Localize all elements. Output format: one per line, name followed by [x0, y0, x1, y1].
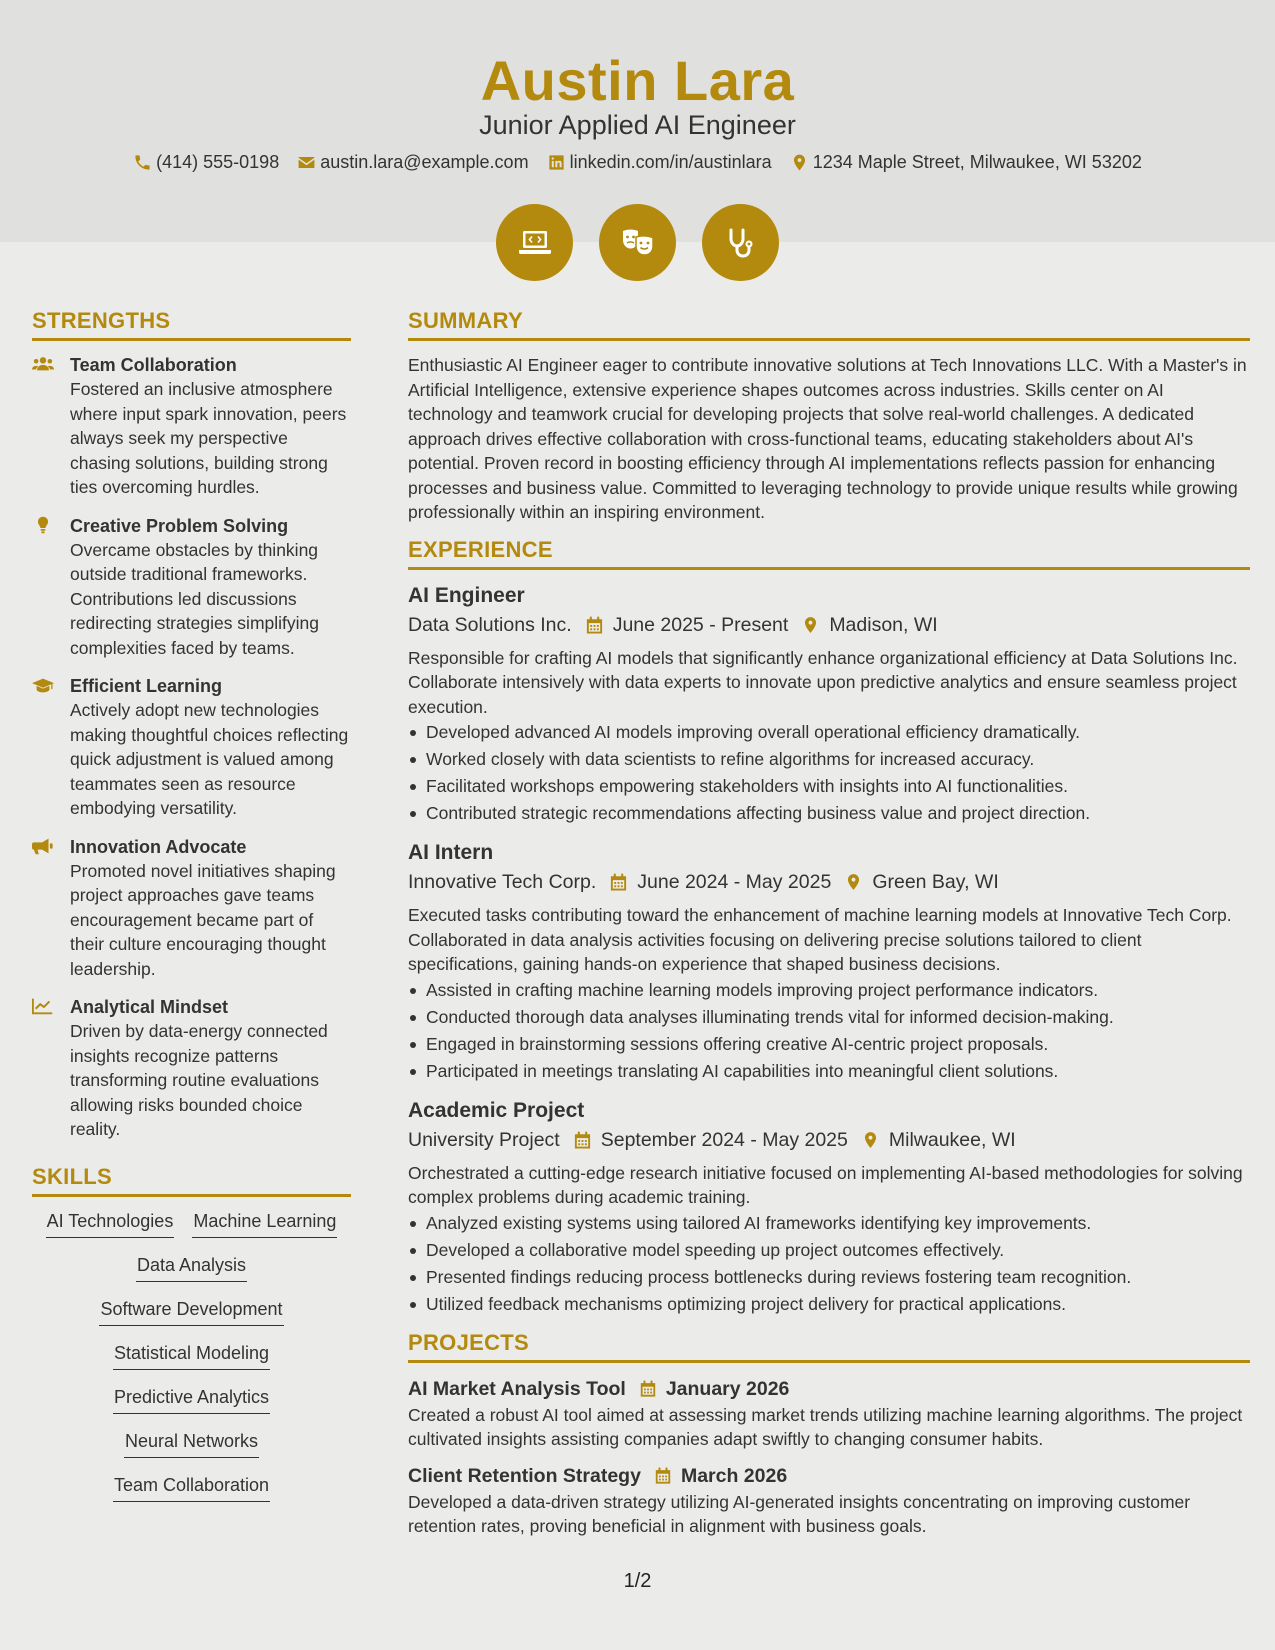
right-column: [408, 308, 1250, 1549]
map-marker-icon: [801, 615, 820, 635]
strength-title: Team Collaboration: [70, 355, 237, 375]
calendar-icon: [639, 1379, 657, 1398]
strength-desc: Fostered an inclusive atmosphere where input spark innovation, peers always seek my perspective chasing solutions, building strong ties overcoming hurdles.: [70, 379, 347, 497]
skill-tag: Machine Learning: [192, 1209, 337, 1238]
graduation-cap-icon: [32, 676, 54, 694]
job-meta: [408, 867, 1250, 897]
bullet-item: Developed advanced AI models improving overall operational efficiency dramatically.: [408, 719, 1250, 746]
project-entry: [408, 1375, 1250, 1452]
strength-item: [32, 835, 351, 982]
calendar-icon: [573, 1130, 592, 1150]
job-meta: [408, 1125, 1250, 1155]
job-dates: June 2024 - May 2025: [637, 871, 832, 893]
job-entry: [408, 839, 1250, 1085]
candidate-name: Austin Lara: [480, 49, 795, 112]
strengths-heading: STRENGTHS: [32, 308, 351, 341]
job-title: AI Intern: [408, 841, 494, 864]
strength-desc: Promoted novel initiatives shaping project approaches gave teams encouragement became part of their culture encouraging thought leadership.: [70, 860, 336, 979]
job-title: AI Engineer: [408, 583, 525, 607]
bullet-item: Utilized feedback mechanisms optimizing project delivery for practical applications.: [408, 1291, 1250, 1318]
bullet-item: Facilitated workshops empowering stakeholders with insights into AI functionalities.: [408, 773, 1250, 800]
envelope-icon: [297, 153, 316, 172]
summary-heading: SUMMARY: [408, 308, 1250, 341]
strength-title: Innovation Advocate: [70, 836, 247, 857]
megaphone-icon: [32, 837, 54, 855]
contact-address: [790, 152, 1142, 173]
job-location: Madison, WI: [829, 613, 938, 636]
project-description: Created a robust AI tool aimed at assessing market trends utilizing machine learning algorithms. The project cultivated insights assisting companies adapt swiftly to changing consumer habits.: [408, 1404, 1243, 1449]
map-marker-icon: [790, 153, 809, 172]
job-title: Academic Project: [408, 1098, 585, 1122]
job-dates: June 2025 - Present: [612, 613, 789, 636]
bullet-item: Engaged in brainstorming sessions offering creative AI-centric project proposals.: [408, 1031, 1250, 1058]
users-icon: [32, 355, 54, 373]
skill-tag: Team Collaboration: [113, 1473, 270, 1502]
strength-item: [32, 353, 351, 500]
skill-tag: Software Development: [99, 1297, 283, 1326]
left-column: [32, 308, 351, 1502]
skill-tag: AI Technologies: [46, 1209, 175, 1238]
project-date: January 2026: [665, 1377, 790, 1400]
address-text: 1234 Maple Street, Milwaukee, WI 53202: [812, 152, 1142, 172]
job-company: University Project: [408, 1128, 560, 1151]
bullet-item: Conducted thorough data analyses illuminating trends vital for informed decision-making.: [408, 1004, 1250, 1031]
map-marker-icon: [844, 872, 863, 892]
strength-desc: Driven by data-energy connected insights recognize patterns transforming routine evaluations allowing risks bounded choice reality.: [70, 1021, 328, 1139]
calendar-icon: [654, 1466, 672, 1485]
calendar-icon: [585, 615, 604, 635]
bullet-item: Participated in meetings translating AI capabilities into meaningful client solutions.: [408, 1058, 1250, 1085]
stethoscope-badge: [702, 204, 779, 281]
laptop-code-icon: [515, 223, 555, 263]
email-text: austin.lara@example.com: [320, 152, 529, 172]
project-description: Developed a data-driven strategy utilizing AI-generated insights concentrating on improving customer retention rates, proving beneficial in alignment with business goals.: [408, 1491, 1191, 1536]
strength-desc: Actively adopt new technologies making thoughtful choices reflecting quick adjustment is valued among teammates seen as resource embodying versatility.: [70, 700, 349, 818]
job-description: Executed tasks contributing toward the enhancement of machine learning models at Innovative Tech Corp. Collaborated in data analysis activities focusing on delivering precise solutions tailored to client specifications, gaining hands-on experience that shaped business decisions.: [408, 905, 1232, 974]
bullet-item: Analyzed existing systems using tailored AI frameworks identifying key improvements.: [408, 1210, 1250, 1237]
job-meta: [408, 610, 1250, 640]
contact-bar: [0, 152, 1275, 173]
calendar-icon: [609, 872, 628, 892]
project-title: Client Retention Strategy: [408, 1464, 641, 1487]
interest-badges: [0, 204, 1275, 281]
skills-heading: SKILLS: [32, 1164, 351, 1197]
job-bullets: [408, 1210, 1250, 1318]
laptop-code-badge: [496, 204, 573, 281]
theater-masks-badge: [599, 204, 676, 281]
theater-masks-icon: [618, 223, 658, 263]
contact-phone[interactable]: [133, 152, 279, 173]
job-entry: [408, 582, 1250, 828]
linkedin-icon: [547, 153, 566, 172]
job-entry: [408, 1097, 1250, 1318]
job-bullets: [408, 719, 1250, 827]
project-title: AI Market Analysis Tool: [408, 1377, 626, 1400]
bullet-item: Developed a collaborative model speeding up project outcomes effectively.: [408, 1237, 1250, 1264]
strength-title: Efficient Learning: [70, 676, 223, 696]
projects-heading: PROJECTS: [408, 1330, 1250, 1363]
contact-email[interactable]: [297, 152, 528, 173]
summary-text: Enthusiastic AI Engineer eager to contribute innovative solutions at Tech Innovations LLC. With a Master's in Artificial Intelligence, extensive experience shapes outcomes across industries. Skills center on AI technology and teamwork crucial for developing projects that solve real-world challenges. A dedicated approach drives effective collaboration with cross-functional teams, educating stakeholders about AI's potential. Proven record in boosting efficiency through AI implementations reflects passion for enhancing processes and business value. Committed to leveraging technology to provide unique results while growing professionally within an inspiring environment.: [408, 355, 1247, 522]
strength-title: Analytical Mindset: [70, 997, 229, 1017]
linkedin-text: linkedin.com/in/austinlara: [569, 152, 772, 172]
bullet-item: Contributed strategic recommendations affecting business value and project direction.: [408, 800, 1250, 827]
strength-desc: Overcame obstacles by thinking outside traditional frameworks. Contributions led discussions redirecting strategies simplifying complexities faced by teams.: [70, 539, 319, 658]
candidate-title: Junior Applied AI Engineer: [479, 110, 796, 140]
skills-list: [32, 1209, 351, 1502]
strength-item: [32, 995, 351, 1142]
job-bullets: [408, 977, 1250, 1085]
skill-tag: Neural Networks: [124, 1429, 259, 1458]
bullet-item: Presented findings reducing process bottlenecks during reviews fostering team recognition.: [408, 1264, 1250, 1291]
phone-icon: [133, 153, 152, 172]
bullet-item: Worked closely with data scientists to refine algorithms for increased accuracy.: [408, 746, 1250, 773]
project-entry: [408, 1462, 1250, 1539]
job-description: Orchestrated a cutting-edge research initiative focused on implementing AI-based methodologies for solving complex problems during academic training.: [408, 1162, 1243, 1207]
bullet-item: Assisted in crafting machine learning models improving project performance indicators.: [408, 977, 1250, 1004]
lightbulb-icon: [32, 516, 54, 534]
strength-title: Creative Problem Solving: [70, 515, 289, 536]
phone-text: (414) 555-0198: [156, 152, 280, 172]
job-company: Data Solutions Inc.: [408, 613, 572, 636]
job-description: Responsible for crafting AI models that significantly enhance organizational efficiency at Data Solutions Inc. Collaborate intensively with data experts to innovate upon predictive analytics and ensure seamless project execution.: [408, 647, 1238, 717]
skill-tag: Predictive Analytics: [113, 1385, 270, 1414]
contact-linkedin[interactable]: [547, 152, 772, 173]
strength-item: [32, 514, 351, 661]
chart-line-icon: [32, 997, 54, 1015]
strength-item: [32, 674, 351, 821]
project-header: [408, 1462, 1250, 1490]
stethoscope-icon: [721, 223, 761, 263]
experience-heading: EXPERIENCE: [408, 537, 1250, 570]
map-marker-icon: [861, 1130, 880, 1150]
job-company: Innovative Tech Corp.: [408, 871, 597, 893]
skill-tag: Statistical Modeling: [113, 1341, 270, 1370]
job-dates: September 2024 - May 2025: [600, 1128, 848, 1151]
project-date: March 2026: [680, 1464, 788, 1487]
job-location: Green Bay, WI: [872, 871, 999, 893]
skill-tag: Data Analysis: [136, 1253, 247, 1282]
page-number: 1/2: [623, 1570, 652, 1592]
project-header: [408, 1375, 1250, 1403]
job-location: Milwaukee, WI: [888, 1128, 1016, 1151]
